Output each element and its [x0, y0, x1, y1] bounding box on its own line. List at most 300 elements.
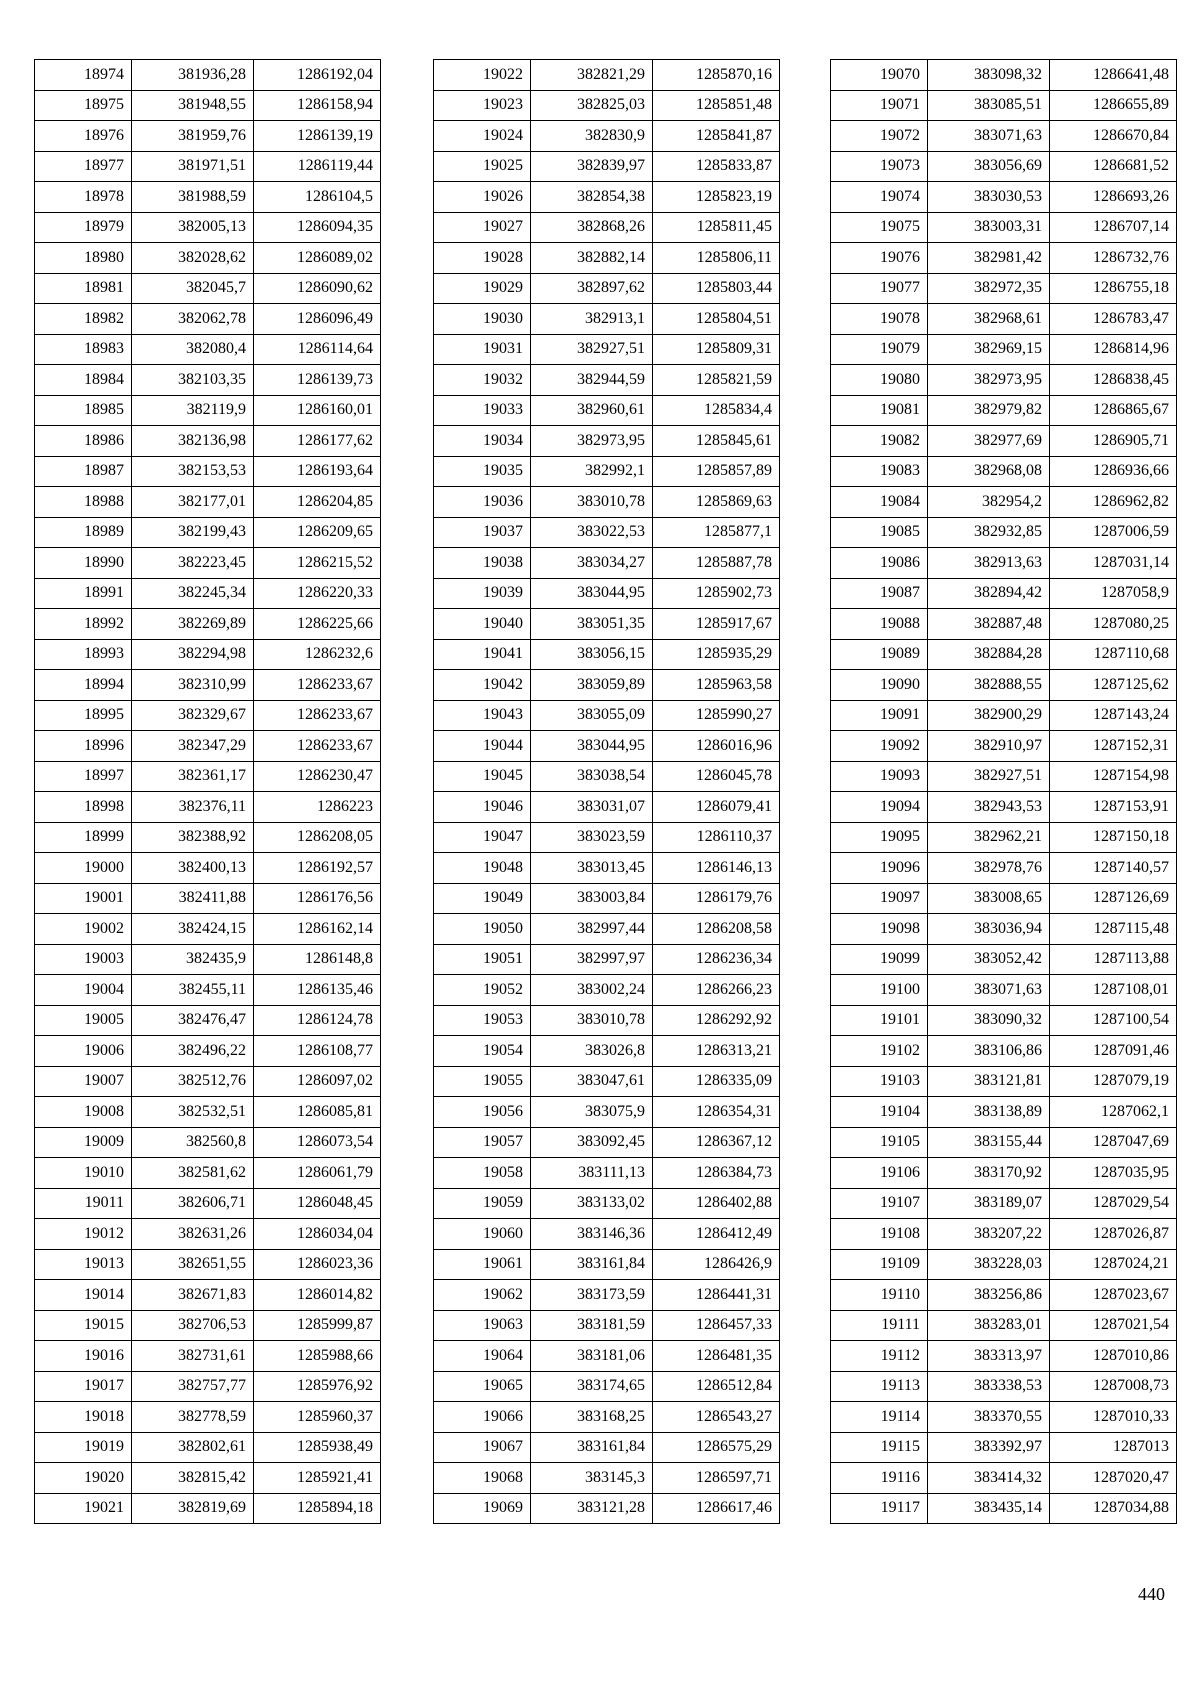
- x-coordinate-cell: 383392,97: [928, 1432, 1050, 1463]
- y-coordinate-cell: 1286266,23: [653, 975, 780, 1006]
- y-coordinate-cell: 1285811,45: [653, 212, 780, 243]
- point-number-cell: 19030: [434, 304, 531, 335]
- x-coordinate-cell: 383003,84: [531, 883, 653, 914]
- point-number-cell: 19021: [35, 1493, 132, 1524]
- y-coordinate-cell: 1286061,79: [254, 1158, 381, 1189]
- point-number-cell: 18981: [35, 273, 132, 304]
- x-coordinate-cell: 382913,1: [531, 304, 653, 335]
- table-row: [35, 609, 381, 640]
- y-coordinate-cell: 1285870,16: [653, 60, 780, 91]
- x-coordinate-cell: 383161,84: [531, 1432, 653, 1463]
- point-number-cell: 18976: [35, 121, 132, 152]
- y-coordinate-cell: 1285999,87: [254, 1310, 381, 1341]
- x-coordinate-cell: 382960,61: [531, 395, 653, 426]
- table-row: [831, 1219, 1177, 1250]
- table-row: [831, 700, 1177, 731]
- x-coordinate-cell: 382103,35: [132, 365, 254, 396]
- y-coordinate-cell: 1287150,18: [1050, 822, 1177, 853]
- table-row: [35, 1432, 381, 1463]
- y-coordinate-cell: 1286865,67: [1050, 395, 1177, 426]
- y-coordinate-cell: 1286681,52: [1050, 151, 1177, 182]
- y-coordinate-cell: 1285976,92: [254, 1371, 381, 1402]
- table-row: [35, 670, 381, 701]
- y-coordinate-cell: 1286354,31: [653, 1097, 780, 1128]
- table-row: [434, 731, 780, 762]
- y-coordinate-cell: 1285834,4: [653, 395, 780, 426]
- y-coordinate-cell: 1287080,25: [1050, 609, 1177, 640]
- x-coordinate-cell: 383002,24: [531, 975, 653, 1006]
- x-coordinate-cell: 382962,21: [928, 822, 1050, 853]
- table-row: [434, 700, 780, 731]
- x-coordinate-cell: 383036,94: [928, 914, 1050, 945]
- point-number-cell: 19076: [831, 243, 928, 274]
- point-number-cell: 19082: [831, 426, 928, 457]
- point-number-cell: 19047: [434, 822, 531, 853]
- y-coordinate-cell: 1286755,18: [1050, 273, 1177, 304]
- table-row: [434, 1066, 780, 1097]
- x-coordinate-cell: 382400,13: [132, 853, 254, 884]
- table-row: [434, 304, 780, 335]
- x-coordinate-cell: 383003,31: [928, 212, 1050, 243]
- x-coordinate-cell: 383121,28: [531, 1493, 653, 1524]
- table-row: [434, 975, 780, 1006]
- table-row: [434, 60, 780, 91]
- point-number-cell: 19084: [831, 487, 928, 518]
- table-row: [831, 243, 1177, 274]
- point-number-cell: 19052: [434, 975, 531, 1006]
- point-number-cell: 19046: [434, 792, 531, 823]
- y-coordinate-cell: 1286233,67: [254, 731, 381, 762]
- y-coordinate-cell: 1287143,24: [1050, 700, 1177, 731]
- y-coordinate-cell: 1286045,78: [653, 761, 780, 792]
- x-coordinate-cell: 382411,88: [132, 883, 254, 914]
- point-number-cell: 19000: [35, 853, 132, 884]
- x-coordinate-cell: 382361,17: [132, 761, 254, 792]
- y-coordinate-cell: 1286085,81: [254, 1097, 381, 1128]
- table-row: [434, 1036, 780, 1067]
- y-coordinate-cell: 1286104,5: [254, 182, 381, 213]
- x-coordinate-cell: 383435,14: [928, 1493, 1050, 1524]
- table-row: [831, 1371, 1177, 1402]
- point-number-cell: 18980: [35, 243, 132, 274]
- x-coordinate-cell: 383145,3: [531, 1463, 653, 1494]
- table-row: [831, 1097, 1177, 1128]
- x-coordinate-cell: 382329,67: [132, 700, 254, 731]
- table-row: [35, 1371, 381, 1402]
- point-number-cell: 19108: [831, 1219, 928, 1250]
- point-number-cell: 19019: [35, 1432, 132, 1463]
- table-row: [831, 792, 1177, 823]
- x-coordinate-cell: 382897,62: [531, 273, 653, 304]
- table-row: [831, 1005, 1177, 1036]
- y-coordinate-cell: 1285887,78: [653, 548, 780, 579]
- table-row: [434, 822, 780, 853]
- y-coordinate-cell: 1285902,73: [653, 578, 780, 609]
- x-coordinate-cell: 382979,82: [928, 395, 1050, 426]
- table-row: [434, 1280, 780, 1311]
- table-row: [831, 1493, 1177, 1524]
- point-number-cell: 19100: [831, 975, 928, 1006]
- point-number-cell: 19095: [831, 822, 928, 853]
- y-coordinate-cell: 1285938,49: [254, 1432, 381, 1463]
- point-number-cell: 19069: [434, 1493, 531, 1524]
- table-row: [831, 609, 1177, 640]
- table-row: [831, 853, 1177, 884]
- table-row: [35, 792, 381, 823]
- x-coordinate-cell: 383121,81: [928, 1066, 1050, 1097]
- x-coordinate-cell: 383044,95: [531, 731, 653, 762]
- y-coordinate-cell: 1286814,96: [1050, 334, 1177, 365]
- table-row: [831, 395, 1177, 426]
- x-coordinate-cell: 383370,55: [928, 1402, 1050, 1433]
- x-coordinate-cell: 383059,89: [531, 670, 653, 701]
- table-row: [434, 182, 780, 213]
- table-row: [434, 548, 780, 579]
- y-coordinate-cell: 1286089,02: [254, 243, 381, 274]
- y-coordinate-cell: 1286220,33: [254, 578, 381, 609]
- table-row: [434, 121, 780, 152]
- x-coordinate-cell: 383414,32: [928, 1463, 1050, 1494]
- x-coordinate-cell: 383174,65: [531, 1371, 653, 1402]
- y-coordinate-cell: 1286162,14: [254, 914, 381, 945]
- x-coordinate-cell: 382997,44: [531, 914, 653, 945]
- point-number-cell: 19041: [434, 639, 531, 670]
- x-coordinate-cell: 383133,02: [531, 1188, 653, 1219]
- point-number-cell: 19074: [831, 182, 928, 213]
- x-coordinate-cell: 382045,7: [132, 273, 254, 304]
- y-coordinate-cell: 1287110,68: [1050, 639, 1177, 670]
- y-coordinate-cell: 1287035,95: [1050, 1158, 1177, 1189]
- x-coordinate-cell: 382900,29: [928, 700, 1050, 731]
- table-row: [831, 60, 1177, 91]
- point-number-cell: 19098: [831, 914, 928, 945]
- y-coordinate-cell: 1286617,46: [653, 1493, 780, 1524]
- x-coordinate-cell: 382884,28: [928, 639, 1050, 670]
- point-number-cell: 19092: [831, 731, 928, 762]
- table-row: [831, 426, 1177, 457]
- table-row: [35, 883, 381, 914]
- x-coordinate-cell: 381959,76: [132, 121, 254, 152]
- x-coordinate-cell: 383092,45: [531, 1127, 653, 1158]
- y-coordinate-cell: 1285804,51: [653, 304, 780, 335]
- point-number-cell: 19067: [434, 1432, 531, 1463]
- coordinates-table-1: [34, 59, 381, 1524]
- x-coordinate-cell: 381936,28: [132, 60, 254, 91]
- point-number-cell: 19007: [35, 1066, 132, 1097]
- point-number-cell: 19002: [35, 914, 132, 945]
- y-coordinate-cell: 1286160,01: [254, 395, 381, 426]
- x-coordinate-cell: 382136,98: [132, 426, 254, 457]
- point-number-cell: 19114: [831, 1402, 928, 1433]
- point-number-cell: 19079: [831, 334, 928, 365]
- x-coordinate-cell: 382969,15: [928, 334, 1050, 365]
- x-coordinate-cell: 382435,9: [132, 944, 254, 975]
- point-number-cell: 19018: [35, 1402, 132, 1433]
- point-number-cell: 19032: [434, 365, 531, 396]
- point-number-cell: 19117: [831, 1493, 928, 1524]
- point-number-cell: 19033: [434, 395, 531, 426]
- x-coordinate-cell: 382882,14: [531, 243, 653, 274]
- y-coordinate-cell: 1287020,47: [1050, 1463, 1177, 1494]
- x-coordinate-cell: 382868,26: [531, 212, 653, 243]
- y-coordinate-cell: 1286575,29: [653, 1432, 780, 1463]
- point-number-cell: 19020: [35, 1463, 132, 1494]
- y-coordinate-cell: 1285841,87: [653, 121, 780, 152]
- x-coordinate-cell: 383313,97: [928, 1341, 1050, 1372]
- y-coordinate-cell: 1286034,04: [254, 1219, 381, 1250]
- y-coordinate-cell: 1286441,31: [653, 1280, 780, 1311]
- y-coordinate-cell: 1286655,89: [1050, 90, 1177, 121]
- x-coordinate-cell: 382512,76: [132, 1066, 254, 1097]
- y-coordinate-cell: 1286192,57: [254, 853, 381, 884]
- point-number-cell: 19087: [831, 578, 928, 609]
- coordinates-table-2: [433, 59, 780, 1524]
- x-coordinate-cell: 382581,62: [132, 1158, 254, 1189]
- table-row: [35, 639, 381, 670]
- x-coordinate-cell: 382992,1: [531, 456, 653, 487]
- y-coordinate-cell: 1285894,18: [254, 1493, 381, 1524]
- table-row: [434, 273, 780, 304]
- x-coordinate-cell: 383008,65: [928, 883, 1050, 914]
- x-coordinate-cell: 381971,51: [132, 151, 254, 182]
- table-row: [831, 90, 1177, 121]
- table-row: [35, 822, 381, 853]
- y-coordinate-cell: 1287013: [1050, 1432, 1177, 1463]
- table-row: [434, 1158, 780, 1189]
- x-coordinate-cell: 382424,15: [132, 914, 254, 945]
- point-number-cell: 19065: [434, 1371, 531, 1402]
- x-coordinate-cell: 382968,08: [928, 456, 1050, 487]
- table-row: [434, 639, 780, 670]
- y-coordinate-cell: 1286732,76: [1050, 243, 1177, 274]
- y-coordinate-cell: 1286176,56: [254, 883, 381, 914]
- table-row: [434, 1341, 780, 1372]
- point-number-cell: 19097: [831, 883, 928, 914]
- table-row: [434, 487, 780, 518]
- y-coordinate-cell: 1285988,66: [254, 1341, 381, 1372]
- x-coordinate-cell: 382854,38: [531, 182, 653, 213]
- point-number-cell: 19059: [434, 1188, 531, 1219]
- point-number-cell: 19109: [831, 1249, 928, 1280]
- x-coordinate-cell: 383085,51: [928, 90, 1050, 121]
- point-number-cell: 19106: [831, 1158, 928, 1189]
- point-number-cell: 19091: [831, 700, 928, 731]
- table-row: [434, 334, 780, 365]
- x-coordinate-cell: 383055,09: [531, 700, 653, 731]
- table-row: [434, 395, 780, 426]
- x-coordinate-cell: 382651,55: [132, 1249, 254, 1280]
- point-number-cell: 19049: [434, 883, 531, 914]
- point-number-cell: 19101: [831, 1005, 928, 1036]
- table-row: [434, 609, 780, 640]
- x-coordinate-cell: 383071,63: [928, 975, 1050, 1006]
- point-number-cell: 18985: [35, 395, 132, 426]
- table-row: [35, 1188, 381, 1219]
- point-number-cell: 18983: [35, 334, 132, 365]
- x-coordinate-cell: 382927,51: [928, 761, 1050, 792]
- table-row: [35, 121, 381, 152]
- x-coordinate-cell: 383010,78: [531, 487, 653, 518]
- x-coordinate-cell: 382944,59: [531, 365, 653, 396]
- y-coordinate-cell: 1286936,66: [1050, 456, 1177, 487]
- table-row: [35, 456, 381, 487]
- y-coordinate-cell: 1285833,87: [653, 151, 780, 182]
- y-coordinate-cell: 1286094,35: [254, 212, 381, 243]
- x-coordinate-cell: 382731,61: [132, 1341, 254, 1372]
- x-coordinate-cell: 382821,29: [531, 60, 653, 91]
- y-coordinate-cell: 1287034,88: [1050, 1493, 1177, 1524]
- point-number-cell: 19094: [831, 792, 928, 823]
- table-row: [434, 761, 780, 792]
- y-coordinate-cell: 1287079,19: [1050, 1066, 1177, 1097]
- table-row: [434, 365, 780, 396]
- x-coordinate-cell: 382153,53: [132, 456, 254, 487]
- x-coordinate-cell: 383031,07: [531, 792, 653, 823]
- table-row: [434, 1310, 780, 1341]
- point-number-cell: 19055: [434, 1066, 531, 1097]
- x-coordinate-cell: 383228,03: [928, 1249, 1050, 1280]
- x-coordinate-cell: 383056,15: [531, 639, 653, 670]
- point-number-cell: 19075: [831, 212, 928, 243]
- x-coordinate-cell: 382028,62: [132, 243, 254, 274]
- y-coordinate-cell: 1287115,48: [1050, 914, 1177, 945]
- table-row: [35, 975, 381, 1006]
- y-coordinate-cell: 1286179,76: [653, 883, 780, 914]
- point-number-cell: 19077: [831, 273, 928, 304]
- x-coordinate-cell: 383022,53: [531, 517, 653, 548]
- x-coordinate-cell: 383034,27: [531, 548, 653, 579]
- point-number-cell: 19061: [434, 1249, 531, 1280]
- x-coordinate-cell: 382972,35: [928, 273, 1050, 304]
- table-row: [831, 914, 1177, 945]
- table-row: [35, 182, 381, 213]
- point-number-cell: 19078: [831, 304, 928, 335]
- table-row: [35, 1005, 381, 1036]
- y-coordinate-cell: 1286208,05: [254, 822, 381, 853]
- y-coordinate-cell: 1286119,44: [254, 151, 381, 182]
- point-number-cell: 19038: [434, 548, 531, 579]
- table-row: [35, 578, 381, 609]
- table-row: [35, 1341, 381, 1372]
- y-coordinate-cell: 1285877,1: [653, 517, 780, 548]
- point-number-cell: 19102: [831, 1036, 928, 1067]
- table-row: [831, 1341, 1177, 1372]
- point-number-cell: 19085: [831, 517, 928, 548]
- y-coordinate-cell: 1286148,8: [254, 944, 381, 975]
- table-row: [831, 1432, 1177, 1463]
- x-coordinate-cell: 382978,76: [928, 853, 1050, 884]
- table-row: [35, 700, 381, 731]
- point-number-cell: 19029: [434, 273, 531, 304]
- x-coordinate-cell: 383338,53: [928, 1371, 1050, 1402]
- y-coordinate-cell: 1287140,57: [1050, 853, 1177, 884]
- table-row: [35, 395, 381, 426]
- x-coordinate-cell: 382910,97: [928, 731, 1050, 762]
- x-coordinate-cell: 382177,01: [132, 487, 254, 518]
- y-coordinate-cell: 1285963,58: [653, 670, 780, 701]
- table-row: [434, 914, 780, 945]
- x-coordinate-cell: 382119,9: [132, 395, 254, 426]
- y-coordinate-cell: 1287058,9: [1050, 578, 1177, 609]
- point-number-cell: 19115: [831, 1432, 928, 1463]
- y-coordinate-cell: 1286192,04: [254, 60, 381, 91]
- x-coordinate-cell: 383013,45: [531, 853, 653, 884]
- table-row: [434, 1371, 780, 1402]
- point-number-cell: 19071: [831, 90, 928, 121]
- table-row: [35, 1097, 381, 1128]
- table-row: [434, 670, 780, 701]
- y-coordinate-cell: 1286124,78: [254, 1005, 381, 1036]
- point-number-cell: 18989: [35, 517, 132, 548]
- x-coordinate-cell: 382778,59: [132, 1402, 254, 1433]
- point-number-cell: 19051: [434, 944, 531, 975]
- x-coordinate-cell: 382968,61: [928, 304, 1050, 335]
- table-row: [831, 1188, 1177, 1219]
- x-coordinate-cell: 382376,11: [132, 792, 254, 823]
- point-number-cell: 19050: [434, 914, 531, 945]
- table-row: [831, 304, 1177, 335]
- table-row: [831, 121, 1177, 152]
- y-coordinate-cell: 1285851,48: [653, 90, 780, 121]
- y-coordinate-cell: 1285803,44: [653, 273, 780, 304]
- x-coordinate-cell: 382455,11: [132, 975, 254, 1006]
- point-number-cell: 19039: [434, 578, 531, 609]
- y-coordinate-cell: 1287010,33: [1050, 1402, 1177, 1433]
- point-number-cell: 19112: [831, 1341, 928, 1372]
- table-row: [35, 548, 381, 579]
- x-coordinate-cell: 383168,25: [531, 1402, 653, 1433]
- table-row: [35, 1463, 381, 1494]
- y-coordinate-cell: 1286096,49: [254, 304, 381, 335]
- y-coordinate-cell: 1287062,1: [1050, 1097, 1177, 1128]
- point-number-cell: 19110: [831, 1280, 928, 1311]
- table-row: [434, 853, 780, 884]
- y-coordinate-cell: 1286402,88: [653, 1188, 780, 1219]
- y-coordinate-cell: 1286225,66: [254, 609, 381, 640]
- point-number-cell: 19003: [35, 944, 132, 975]
- y-coordinate-cell: 1286707,14: [1050, 212, 1177, 243]
- x-coordinate-cell: 382706,53: [132, 1310, 254, 1341]
- point-number-cell: 19064: [434, 1341, 531, 1372]
- x-coordinate-cell: 382388,92: [132, 822, 254, 853]
- table-row: [434, 1463, 780, 1494]
- x-coordinate-cell: 383023,59: [531, 822, 653, 853]
- table-row: [831, 1036, 1177, 1067]
- table-row: [831, 517, 1177, 548]
- point-number-cell: 19036: [434, 487, 531, 518]
- table-row: [35, 60, 381, 91]
- y-coordinate-cell: 1286193,64: [254, 456, 381, 487]
- page-number: 440: [1138, 1584, 1165, 1604]
- point-number-cell: 19008: [35, 1097, 132, 1128]
- x-coordinate-cell: 382671,83: [132, 1280, 254, 1311]
- point-number-cell: 19070: [831, 60, 928, 91]
- x-coordinate-cell: 382606,71: [132, 1188, 254, 1219]
- x-coordinate-cell: 382819,69: [132, 1493, 254, 1524]
- y-coordinate-cell: 1285821,59: [653, 365, 780, 396]
- point-number-cell: 18988: [35, 487, 132, 518]
- x-coordinate-cell: 382887,48: [928, 609, 1050, 640]
- y-coordinate-cell: 1285960,37: [254, 1402, 381, 1433]
- point-number-cell: 18978: [35, 182, 132, 213]
- point-number-cell: 19026: [434, 182, 531, 213]
- point-number-cell: 19090: [831, 670, 928, 701]
- x-coordinate-cell: 383256,86: [928, 1280, 1050, 1311]
- y-coordinate-cell: 1286135,46: [254, 975, 381, 1006]
- x-coordinate-cell: 383056,69: [928, 151, 1050, 182]
- table-row: [35, 273, 381, 304]
- y-coordinate-cell: 1286232,6: [254, 639, 381, 670]
